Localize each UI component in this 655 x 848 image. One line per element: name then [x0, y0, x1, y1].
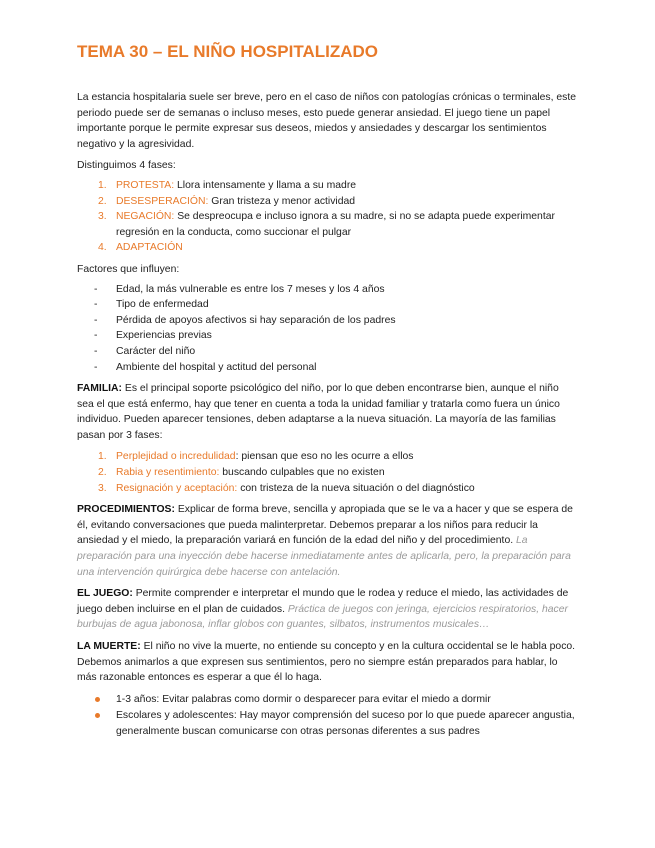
list-item: 1-3 años: Evitar palabras como dormir o desparecer para evitar el miedo a dormir: [77, 692, 577, 708]
intro-paragraph: La estancia hospitalaria suele ser breve, pero en el caso de niños con patologías crónicas o terminales, este periodo puede ser de semanas o incluso meses, esto puede generar ansiedad. El juego tiene un papel importante porque le permite expresar sus deseos, miedos y ansiedades y descargar los sentimientos negativo y la agresividad.: [77, 92, 577, 150]
list-item: - Tipo de enfermedad: [94, 299, 209, 311]
phases-list: [77, 178, 577, 256]
procedures-paragraph: PROCEDIMIENTOS: Explicar de forma breve, sencilla y apropiada que se le va a hacer y que se espera de él, evitando conversaciones que pueda malinterpretar. Debemos preparar a los niños para reducir la ansiedad y el miedo, la preparación variará en función de la edad del niño y del procedimiento. La preparación para una inyección debe hacerse inmediatamente antes de aplicarla, pero, la preparación para una intervención quirúrgica debe hacerse con antelación.: [77, 504, 573, 578]
document-body: [77, 90, 577, 746]
list-item: 1. Perplejidad o incredulidad: piensan que eso no les ocurre a ellos: [98, 451, 414, 463]
game-paragraph: EL JUEGO: Permite comprender e interpretar el mundo que le rodea y reduce el miedo, las actividades de juego deben incluirse en el plan de cuidados. Práctica de juegos con jeringa, ejercicios respiratorios, hacer burbujas de agua jabonosa, inflar globos con guantes, silbatos, instrumentos musicales…: [77, 588, 569, 631]
phases-intro: Distinguimos 4 fases:: [77, 160, 176, 172]
factors-intro: Factores que influyen:: [77, 263, 180, 275]
bullet-icon: [95, 713, 100, 718]
list-item: 2. DESESPERACIÓN: Gran tristeza y menor actividad: [98, 195, 356, 207]
bullet-icon: [95, 697, 100, 702]
death-bullets: [77, 692, 577, 740]
list-item: - Ambiente del hospital y actitud del personal: [94, 361, 317, 373]
list-item: 3. Resignación y aceptación: con tristeza de la nueva situación o del diagnóstico: [98, 482, 475, 494]
family-phases-list: [77, 449, 577, 496]
list-item: - Edad, la más vulnerable es entre los 7 meses y los 4 años: [94, 283, 385, 295]
list-item: 3. NEGACIÓN: Se despreocupa e incluso ignora a su madre, si no se adapta puede experimentar regresión en la conducta, como succionar el pulgar: [98, 211, 555, 238]
death-paragraph: LA MUERTE: El niño no vive la muerte, no entiende su concepto y en la cultura occidental se le habla poco. Debemos animarlos a que expresen sus sentimientos, pero no siempre están preparados para hablar, lo más razonable entonces es esperar a que él lo haga.: [77, 641, 576, 684]
list-item: 1. PROTESTA: Llora intensamente y llama a su madre: [98, 179, 357, 191]
list-item: 4. ADAPTACIÓN: [98, 242, 183, 254]
family-paragraph: FAMILIA: Es el principal soporte psicológico del niño, por lo que deben encontrarse bien, aunque el niño sea el que está enfermo, hay que tener en cuenta a toda la unidad familiar y tratarla como fuera un único individuo. Pueden aparecer tensiones, deben adaptarse a la nueva situación. La mayoría de las familias pasan por 3 fases:: [77, 383, 560, 441]
factors-list: [77, 282, 577, 376]
list-item: - Experiencias previas: [94, 330, 212, 342]
list-item: - Pérdida de apoyos afectivos si hay separación de los padres: [94, 314, 396, 326]
list-item: 2. Rabia y resentimiento: buscando culpables que no existen: [98, 467, 385, 479]
list-item: Escolares y adolescentes: Hay mayor comprensión del suceso por lo que puede aparecer angustia, generalmente buscan comunicarse con otras personas diferentes a sus padres: [77, 708, 577, 739]
page-title: TEMA 30 – EL NIÑO HOSPITALIZADO: [77, 42, 378, 61]
list-item: - Carácter del niño: [94, 345, 196, 357]
